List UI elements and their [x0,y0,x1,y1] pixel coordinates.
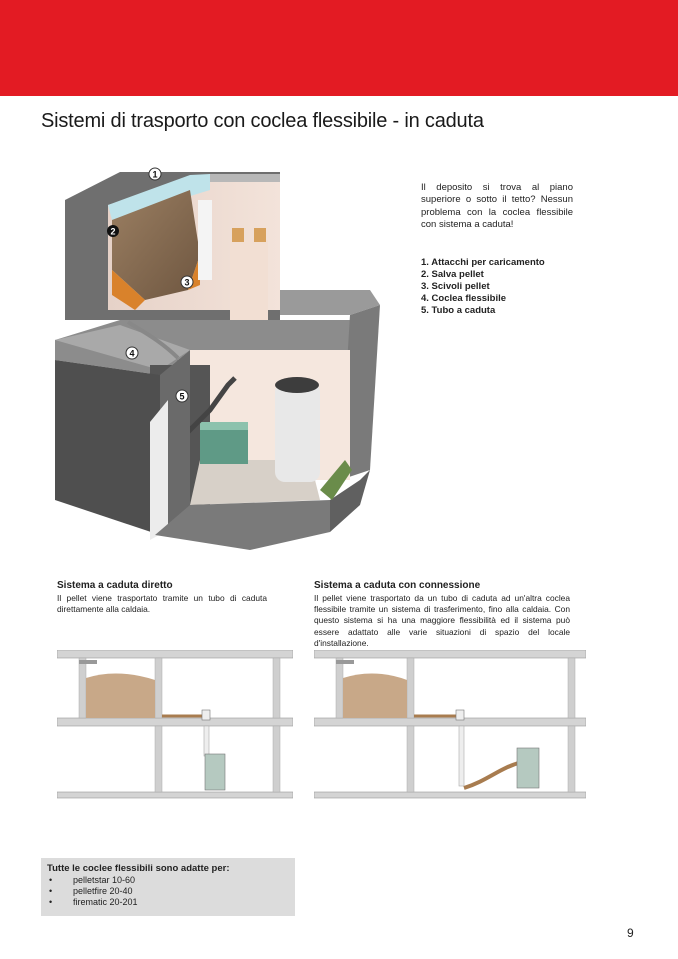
parts-list-item: 5. Tubo a caduta [421,305,496,316]
intro-text: Il deposito si trova al piano superiore o sotto il tetto? Nessun problema con la coclea flessibile con sistema a caduta! [421,182,573,231]
page-number: 9 [627,926,634,940]
compatibility-box-title: Tutte le coclee flessibili sono adatte per: [47,863,230,874]
section-title-connection: Sistema a caduta con connessione [314,580,481,591]
list-item [47,875,289,886]
svg-text:2: 2 [110,226,116,237]
callout-3 [181,276,193,288]
bullet: • [49,897,53,907]
bullet: • [49,875,53,885]
compatibility-list [47,875,289,908]
parts-list [421,257,545,317]
section-title-direct: Sistema a caduta diretto [57,580,173,591]
list-item [47,897,289,908]
compatibility-box [41,858,295,916]
list-item-label: pelletstar 10-60 [73,875,136,885]
callout-4 [126,347,138,359]
pellet-system-illustration [50,160,380,555]
callout-2 [107,225,119,237]
page-title: Sistemi di trasporto con coclea flessibile - in caduta [41,110,484,132]
direct-drop-diagram [57,650,293,800]
connected-drop-diagram [314,650,586,800]
svg-text:5: 5 [179,391,185,402]
list-item-label: firematic 20-201 [73,897,138,907]
parts-list-item: 2. Salva pellet [421,269,484,280]
parts-list-item: 4. Coclea flessibile [421,293,507,304]
section-text-connection: Il pellet viene trasportato da un tubo di caduta ad un'altra coclea flessibile tramite un sistema di trasferimento, fino alla caldaia. Con questo sistema si ha una maggiore flessibilità ed il sistema può essere adattato alle varie situazioni di spazio del locale d'installazione. [314,593,570,648]
header-band [0,0,678,96]
parts-list-item: 1. Attacchi per caricamento [421,257,545,268]
svg-text:3: 3 [184,277,190,288]
svg-text:1: 1 [152,169,158,180]
svg-text:4: 4 [129,348,135,359]
callout-5 [176,390,188,402]
bullet: • [49,886,53,896]
parts-list-item: 3. Scivoli pellet [421,281,490,292]
callout-1 [149,168,161,180]
list-item-label: pelletfire 20-40 [73,886,133,896]
section-text-direct: Il pellet viene trasportato tramite un tubo di caduta direttamente alla caldaia. [57,593,267,615]
list-item [47,886,289,897]
